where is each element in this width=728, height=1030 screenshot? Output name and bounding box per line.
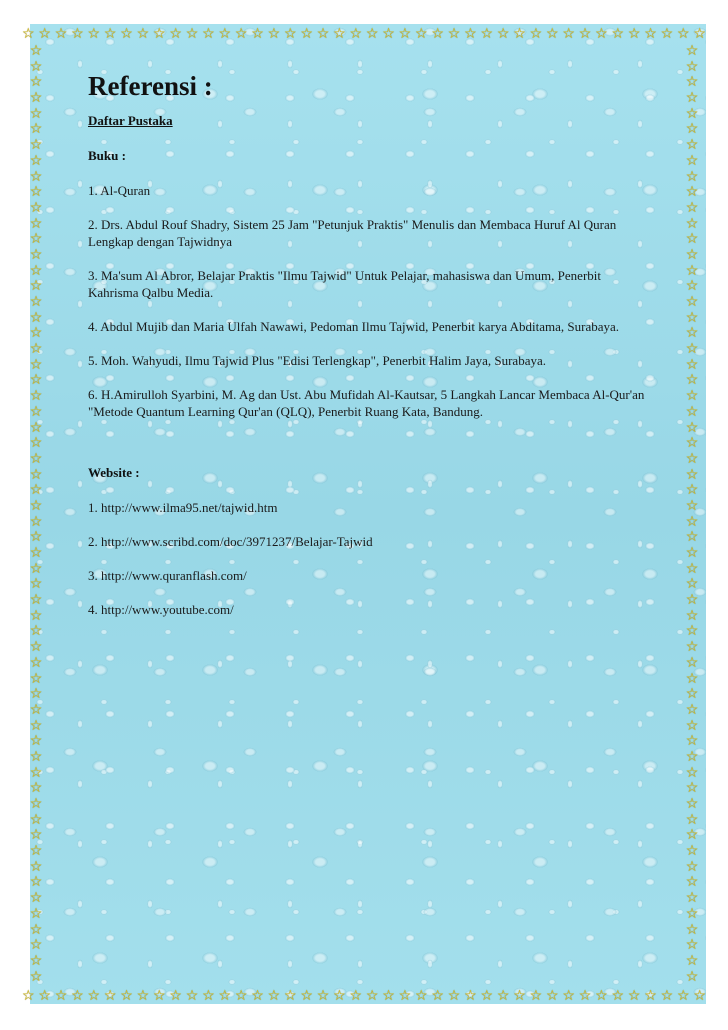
star-icon: ☆ xyxy=(29,137,43,154)
star-icon: ☆ xyxy=(685,105,699,122)
star-icon: ☆ xyxy=(29,560,43,577)
star-icon: ☆ xyxy=(29,372,43,389)
star-icon: ☆ xyxy=(29,858,43,875)
star-icon: ☆ xyxy=(415,26,428,42)
star-icon: ☆ xyxy=(365,988,379,1004)
star-icon: ☆ xyxy=(54,26,68,42)
star-icon: ☆ xyxy=(685,246,699,263)
star-icon: ☆ xyxy=(29,419,43,436)
star-icon: ☆ xyxy=(611,26,625,42)
star-icon: ☆ xyxy=(685,199,699,216)
star-icon: ☆ xyxy=(447,26,461,42)
star-icon: ☆ xyxy=(29,388,43,405)
star-icon: ☆ xyxy=(660,26,674,42)
star-icon: ☆ xyxy=(87,26,101,42)
star-icon: ☆ xyxy=(685,623,699,640)
star-icon: ☆ xyxy=(267,26,281,42)
star-icon: ☆ xyxy=(29,748,43,765)
star-icon: ☆ xyxy=(685,341,699,358)
star-icon: ☆ xyxy=(513,26,526,42)
star-icon: ☆ xyxy=(29,843,43,860)
star-icon: ☆ xyxy=(685,262,699,279)
star-icon: ☆ xyxy=(415,988,428,1004)
star-icon: ☆ xyxy=(234,988,248,1004)
star-icon: ☆ xyxy=(251,26,264,42)
star-icon: ☆ xyxy=(685,58,699,75)
star-icon: ☆ xyxy=(29,356,43,373)
star-icon: ☆ xyxy=(447,988,461,1004)
star-border-top xyxy=(22,26,706,42)
star-icon: ☆ xyxy=(685,137,699,154)
star-icon: ☆ xyxy=(349,26,363,42)
star-icon: ☆ xyxy=(29,607,43,624)
star-icon: ☆ xyxy=(595,26,608,42)
star-icon: ☆ xyxy=(29,827,43,844)
star-icon: ☆ xyxy=(685,388,699,405)
star-icon: ☆ xyxy=(29,921,43,938)
star-icon: ☆ xyxy=(38,26,51,42)
star-icon: ☆ xyxy=(464,26,477,42)
book-item: 1. Al-Quran xyxy=(88,183,151,198)
star-icon: ☆ xyxy=(218,988,232,1004)
star-icon: ☆ xyxy=(29,497,43,514)
star-icon: ☆ xyxy=(103,26,117,42)
star-icon: ☆ xyxy=(611,988,625,1004)
star-icon: ☆ xyxy=(627,988,641,1004)
book-item: 4. Abdul Mujib dan Maria Ulfah Nawawi, Pedoman Ilmu Tajwid, Penerbit karya Abditama, Surabaya. xyxy=(88,319,620,334)
star-icon: ☆ xyxy=(578,26,592,42)
star-icon: ☆ xyxy=(685,482,699,499)
section-heading-daftar-pustaka: Daftar Pustaka xyxy=(88,113,173,128)
book-item: 6. H.Amirulloh Syarbini, M. Ag dan Ust. Abu Mufidah Al-Kautsar, 5 Langkah Lancar Membaca Al-Qur'an "Metode Quantum Learning Qur'an (QLQ), Penerbit Ruang Kata, Bandung. xyxy=(88,387,645,419)
star-border-left xyxy=(28,44,44,984)
star-icon: ☆ xyxy=(316,988,330,1004)
star-icon: ☆ xyxy=(202,988,215,1004)
star-icon: ☆ xyxy=(29,90,43,107)
star-icon: ☆ xyxy=(595,988,608,1004)
star-icon: ☆ xyxy=(685,435,699,452)
star-icon: ☆ xyxy=(29,905,43,922)
star-icon: ☆ xyxy=(29,199,43,216)
star-icon: ☆ xyxy=(685,74,699,91)
star-icon: ☆ xyxy=(153,26,166,42)
star-icon: ☆ xyxy=(29,341,43,358)
star-icon: ☆ xyxy=(431,988,444,1004)
star-icon: ☆ xyxy=(29,403,43,420)
star-icon: ☆ xyxy=(685,592,699,609)
star-icon: ☆ xyxy=(685,952,699,969)
star-icon: ☆ xyxy=(234,26,248,42)
star-icon: ☆ xyxy=(29,262,43,279)
star-icon: ☆ xyxy=(29,686,43,703)
star-icon: ☆ xyxy=(693,26,706,42)
star-icon: ☆ xyxy=(480,988,494,1004)
star-icon: ☆ xyxy=(644,988,657,1004)
star-icon: ☆ xyxy=(29,74,43,91)
star-icon: ☆ xyxy=(29,278,43,295)
star-icon: ☆ xyxy=(464,988,477,1004)
star-icon: ☆ xyxy=(685,796,699,812)
star-icon: ☆ xyxy=(316,26,330,42)
star-icon: ☆ xyxy=(685,748,699,765)
star-icon: ☆ xyxy=(87,988,101,1004)
star-icon: ☆ xyxy=(685,497,699,514)
star-icon: ☆ xyxy=(685,215,699,232)
book-item: 3. Ma'sum Al Abror, Belajar Praktis "Ilmu Tajwid" Untuk Pelajar, mahasiswa dan Umum, Penerbit Kahrisma Qalbu Media. xyxy=(88,268,601,300)
star-icon: ☆ xyxy=(29,717,43,734)
star-icon: ☆ xyxy=(29,952,43,969)
star-icon: ☆ xyxy=(29,670,43,687)
books-heading: Buku : xyxy=(88,148,126,163)
star-icon: ☆ xyxy=(685,450,699,467)
star-icon: ☆ xyxy=(333,988,346,1004)
star-icon: ☆ xyxy=(29,58,43,75)
star-icon: ☆ xyxy=(513,988,526,1004)
star-icon: ☆ xyxy=(685,639,699,656)
star-icon: ☆ xyxy=(284,988,297,1004)
star-icon: ☆ xyxy=(120,988,133,1004)
star-icon: ☆ xyxy=(29,529,43,546)
star-icon: ☆ xyxy=(685,827,699,844)
star-icon: ☆ xyxy=(29,576,43,593)
star-icon: ☆ xyxy=(685,780,699,797)
star-icon: ☆ xyxy=(29,184,43,201)
star-icon: ☆ xyxy=(685,654,699,671)
star-icon: ☆ xyxy=(685,513,699,530)
star-icon: ☆ xyxy=(185,26,199,42)
star-icon: ☆ xyxy=(29,811,43,828)
star-icon: ☆ xyxy=(29,545,43,561)
website-item: 2. http://www.scribd.com/doc/3971237/Belajar-Tajwid xyxy=(88,534,373,549)
star-icon: ☆ xyxy=(29,968,43,985)
star-icon: ☆ xyxy=(382,988,395,1004)
star-icon: ☆ xyxy=(480,26,494,42)
star-icon: ☆ xyxy=(546,26,559,42)
star-icon: ☆ xyxy=(685,231,699,248)
star-icon: ☆ xyxy=(685,764,699,781)
star-icon: ☆ xyxy=(29,937,43,954)
websites-heading: Website : xyxy=(88,465,140,480)
star-icon: ☆ xyxy=(29,701,43,718)
star-icon: ☆ xyxy=(685,717,699,734)
star-icon: ☆ xyxy=(29,215,43,232)
star-icon: ☆ xyxy=(685,466,699,483)
star-icon: ☆ xyxy=(29,435,43,452)
star-icon: ☆ xyxy=(685,701,699,718)
star-icon: ☆ xyxy=(562,988,575,1004)
website-item: 3. http://www.quranflash.com/ xyxy=(88,568,247,583)
star-icon: ☆ xyxy=(300,26,313,42)
star-border-right xyxy=(684,44,700,984)
star-icon: ☆ xyxy=(546,988,559,1004)
book-item: 2. Drs. Abdul Rouf Shadry, Sistem 25 Jam "Petunjuk Praktis" Menulis dan Membaca Huruf Al Quran Lengkap dengan Tajwidnya xyxy=(88,217,617,249)
star-icon: ☆ xyxy=(685,733,699,750)
star-icon: ☆ xyxy=(103,988,117,1004)
star-icon: ☆ xyxy=(136,988,150,1004)
page-title: Referensi : xyxy=(88,71,213,101)
star-icon: ☆ xyxy=(685,921,699,938)
star-icon: ☆ xyxy=(29,592,43,609)
star-icon: ☆ xyxy=(29,874,43,891)
star-icon: ☆ xyxy=(685,545,699,561)
star-icon: ☆ xyxy=(120,26,133,42)
star-icon: ☆ xyxy=(71,26,84,42)
star-icon: ☆ xyxy=(685,843,699,860)
star-icon: ☆ xyxy=(22,988,35,1004)
star-icon: ☆ xyxy=(267,988,281,1004)
star-icon: ☆ xyxy=(685,309,699,326)
star-icon: ☆ xyxy=(685,811,699,828)
star-icon: ☆ xyxy=(685,294,699,310)
star-icon: ☆ xyxy=(578,988,592,1004)
star-icon: ☆ xyxy=(29,294,43,310)
star-icon: ☆ xyxy=(71,988,84,1004)
star-icon: ☆ xyxy=(300,988,313,1004)
star-icon: ☆ xyxy=(685,890,699,907)
star-icon: ☆ xyxy=(382,26,395,42)
star-icon: ☆ xyxy=(685,152,699,169)
star-icon: ☆ xyxy=(202,26,215,42)
website-item: 4. http://www.youtube.com/ xyxy=(88,602,234,617)
star-icon: ☆ xyxy=(29,168,43,185)
star-icon: ☆ xyxy=(29,890,43,907)
star-icon: ☆ xyxy=(685,529,699,546)
star-icon: ☆ xyxy=(29,231,43,248)
star-icon: ☆ xyxy=(685,968,699,985)
star-icon: ☆ xyxy=(685,278,699,295)
star-icon: ☆ xyxy=(685,576,699,593)
star-icon: ☆ xyxy=(562,26,575,42)
star-icon: ☆ xyxy=(29,43,43,59)
star-icon: ☆ xyxy=(685,874,699,891)
star-icon: ☆ xyxy=(685,937,699,954)
book-item: 5. Moh. Wahyudi, Ilmu Tajwid Plus "Edisi Terlengkap", Penerbit Halim Jaya, Surabaya. xyxy=(88,353,546,368)
star-icon: ☆ xyxy=(685,372,699,389)
star-icon: ☆ xyxy=(29,309,43,326)
star-icon: ☆ xyxy=(685,43,699,59)
star-icon: ☆ xyxy=(644,26,657,42)
star-icon: ☆ xyxy=(29,450,43,467)
star-icon: ☆ xyxy=(529,988,543,1004)
star-icon: ☆ xyxy=(685,403,699,420)
star-icon: ☆ xyxy=(29,780,43,797)
star-icon: ☆ xyxy=(29,733,43,750)
star-icon: ☆ xyxy=(169,988,182,1004)
star-icon: ☆ xyxy=(218,26,232,42)
star-icon: ☆ xyxy=(685,670,699,687)
star-icon: ☆ xyxy=(693,988,706,1004)
star-icon: ☆ xyxy=(677,988,690,1004)
star-icon: ☆ xyxy=(29,121,43,138)
star-icon: ☆ xyxy=(185,988,199,1004)
star-icon: ☆ xyxy=(29,246,43,263)
star-icon: ☆ xyxy=(153,988,166,1004)
star-icon: ☆ xyxy=(627,26,641,42)
star-icon: ☆ xyxy=(496,26,510,42)
star-icon: ☆ xyxy=(685,686,699,703)
star-icon: ☆ xyxy=(431,26,444,42)
star-icon: ☆ xyxy=(29,764,43,781)
star-icon: ☆ xyxy=(660,988,674,1004)
star-icon: ☆ xyxy=(22,26,35,42)
star-icon: ☆ xyxy=(29,796,43,812)
star-icon: ☆ xyxy=(136,26,150,42)
star-icon: ☆ xyxy=(685,419,699,436)
star-icon: ☆ xyxy=(685,607,699,624)
star-icon: ☆ xyxy=(29,105,43,122)
star-icon: ☆ xyxy=(685,905,699,922)
star-icon: ☆ xyxy=(29,325,43,342)
star-icon: ☆ xyxy=(685,560,699,577)
star-border-bottom xyxy=(22,988,706,1004)
website-item: 1. http://www.ilma95.net/tajwid.htm xyxy=(88,500,278,515)
star-icon: ☆ xyxy=(365,26,379,42)
star-icon: ☆ xyxy=(29,466,43,483)
star-icon: ☆ xyxy=(529,26,543,42)
star-icon: ☆ xyxy=(29,482,43,499)
star-icon: ☆ xyxy=(398,26,412,42)
star-icon: ☆ xyxy=(398,988,412,1004)
star-icon: ☆ xyxy=(251,988,264,1004)
star-icon: ☆ xyxy=(685,325,699,342)
star-icon: ☆ xyxy=(284,26,297,42)
star-icon: ☆ xyxy=(685,858,699,875)
star-icon: ☆ xyxy=(29,623,43,640)
star-icon: ☆ xyxy=(29,654,43,671)
star-icon: ☆ xyxy=(29,513,43,530)
star-icon: ☆ xyxy=(38,988,51,1004)
star-icon: ☆ xyxy=(54,988,68,1004)
star-icon: ☆ xyxy=(677,26,690,42)
star-icon: ☆ xyxy=(29,639,43,656)
star-icon: ☆ xyxy=(685,184,699,201)
star-icon: ☆ xyxy=(349,988,363,1004)
star-icon: ☆ xyxy=(29,152,43,169)
star-icon: ☆ xyxy=(685,121,699,138)
star-icon: ☆ xyxy=(685,168,699,185)
star-icon: ☆ xyxy=(685,356,699,373)
document-content xyxy=(88,70,648,618)
star-icon: ☆ xyxy=(169,26,182,42)
star-icon: ☆ xyxy=(496,988,510,1004)
star-icon: ☆ xyxy=(333,26,346,42)
star-icon: ☆ xyxy=(685,90,699,107)
